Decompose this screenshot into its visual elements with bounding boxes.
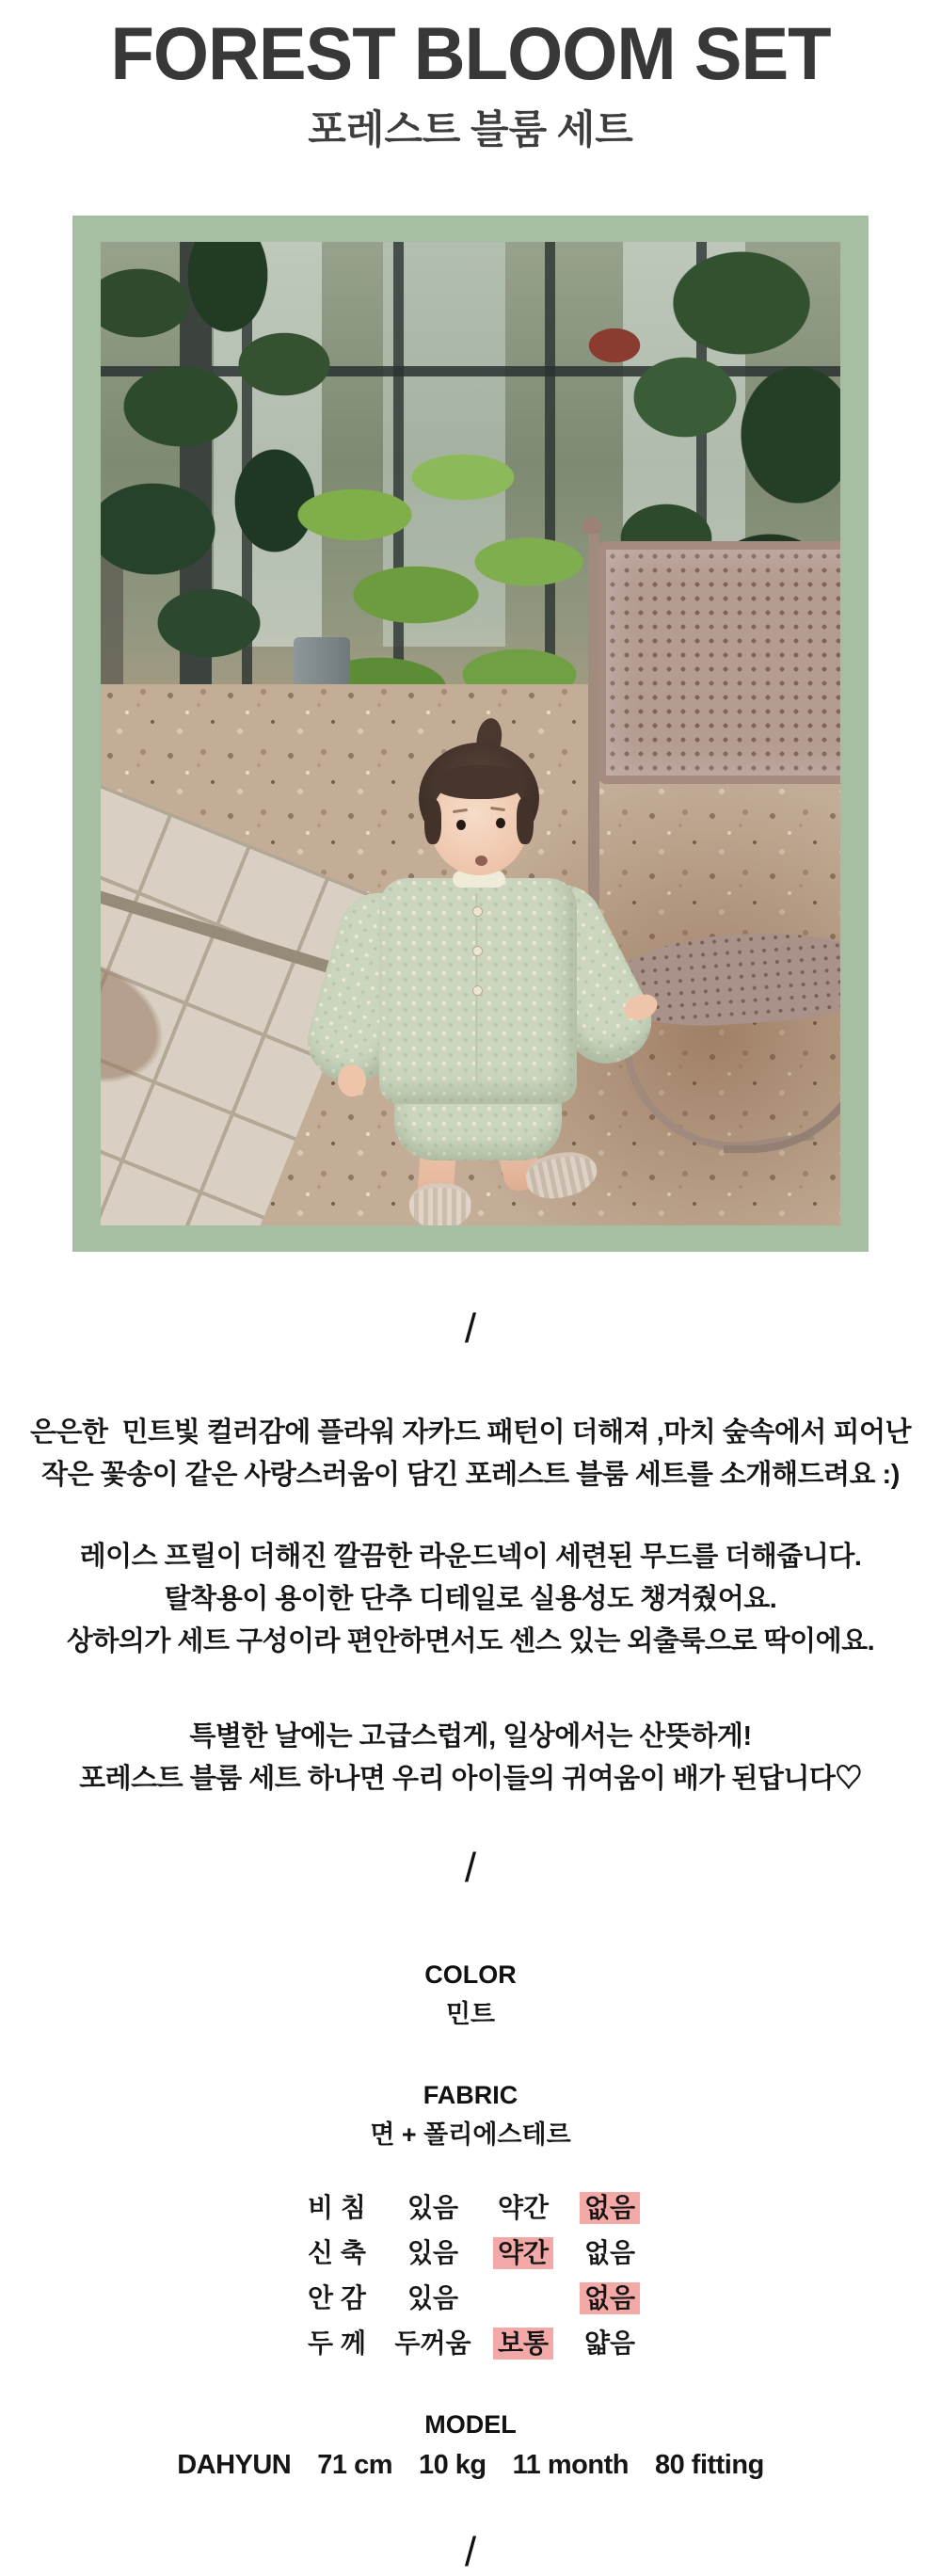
fabric-option: 없음: [583, 2238, 636, 2268]
fabric-option: 두꺼움: [394, 2328, 471, 2359]
fabric-option: 보통: [480, 2328, 566, 2360]
fabric-option: 없음: [566, 2282, 653, 2314]
fabric-section-label: FABRIC: [423, 2081, 518, 2110]
section-divider: /: [464, 1304, 477, 1352]
fabric-option: 있음: [407, 2193, 459, 2223]
fabric-row-label: 신 축: [308, 2238, 366, 2268]
model-name: DAHYUN: [177, 2450, 292, 2481]
description-line: 포레스트 블룸 세트 하나면 우리 아이들의 귀여움이 배가 된답니다♡: [79, 1763, 862, 1794]
product-description: [0, 1412, 941, 1800]
fabric-option: 없음: [566, 2192, 653, 2224]
model-specs: [0, 2450, 941, 2481]
product-photo: [101, 242, 840, 1225]
fabric-option: [480, 2282, 566, 2314]
fabric-option: 약간: [480, 2237, 566, 2269]
fabric-row-label: 두 께: [308, 2328, 366, 2359]
photo-baby-sideburn: [424, 799, 441, 844]
fabric-value: 면 + 폴리에스테르: [370, 2120, 571, 2150]
page-subtitle-korean: 포레스트 블룸 세트: [308, 108, 633, 152]
photo-chair-backrest: [598, 541, 840, 784]
photo-cardigan-button: [472, 985, 483, 996]
fabric-property-table: [0, 2192, 941, 2360]
description-line: 상하의가 세트 구성이라 편안하면서도 센스 있는 외출룩으로 딱이에요.: [66, 1625, 875, 1656]
description-line: 작은 꽃송이 같은 사랑스러움이 담긴 포레스트 블룸 세트를 소개해드려요 :): [41, 1459, 900, 1490]
fabric-row-label: 비 침: [308, 2193, 366, 2223]
page-title: FOREST BLOOM SET: [110, 12, 831, 96]
fabric-row-label: 안 감: [308, 2283, 366, 2313]
photo-baby-eye: [456, 820, 466, 830]
model-weight: 10 kg: [418, 2450, 486, 2481]
model-height: 71 cm: [317, 2450, 392, 2481]
description-line: 은은한 민트빛 컬러감에 플라워 자카드 패턴이 더해져 ,마치 숲속에서 피어난: [29, 1416, 912, 1448]
color-value: 민트: [445, 2000, 496, 2029]
fabric-option: 약간: [497, 2193, 550, 2223]
model-age: 11 month: [512, 2450, 629, 2481]
description-line: 레이스 프릴이 더해진 깔끔한 라운드넥이 세련된 무드를 더해줍니다.: [79, 1541, 862, 1572]
section-divider: /: [464, 2529, 477, 2576]
section-divider: /: [464, 1844, 477, 1891]
fabric-option: 있음: [407, 2238, 459, 2268]
description-line: 특별한 날에는 고급스럽게, 일상에서는 산뜻하게!: [189, 1720, 752, 1752]
photo-chair-finial: [582, 517, 601, 536]
model-section-label: MODEL: [424, 2410, 517, 2440]
fabric-option: 있음: [407, 2283, 459, 2313]
photo-frame: [72, 216, 869, 1252]
description-line: 탈착용이 용이한 단추 디테일로 실용성도 챙겨줬어요.: [164, 1583, 777, 1614]
photo-cardigan-placket: [475, 893, 478, 1098]
color-section-label: COLOR: [424, 1960, 517, 1990]
photo-baby-fringe: [432, 765, 526, 799]
photo-baby-eye: [496, 818, 505, 828]
photo-cardigan-button: [472, 946, 483, 956]
fabric-option: 얇음: [583, 2328, 636, 2359]
photo-baby-left-shoe: [409, 1183, 471, 1225]
photo-cardigan-button: [472, 906, 483, 917]
model-fitting-size: 80 fitting: [654, 2450, 764, 2481]
photo-baby-mouth: [475, 856, 487, 866]
photo-baby-sideburn: [517, 797, 534, 844]
photo-baby-left-hand: [338, 1064, 366, 1096]
